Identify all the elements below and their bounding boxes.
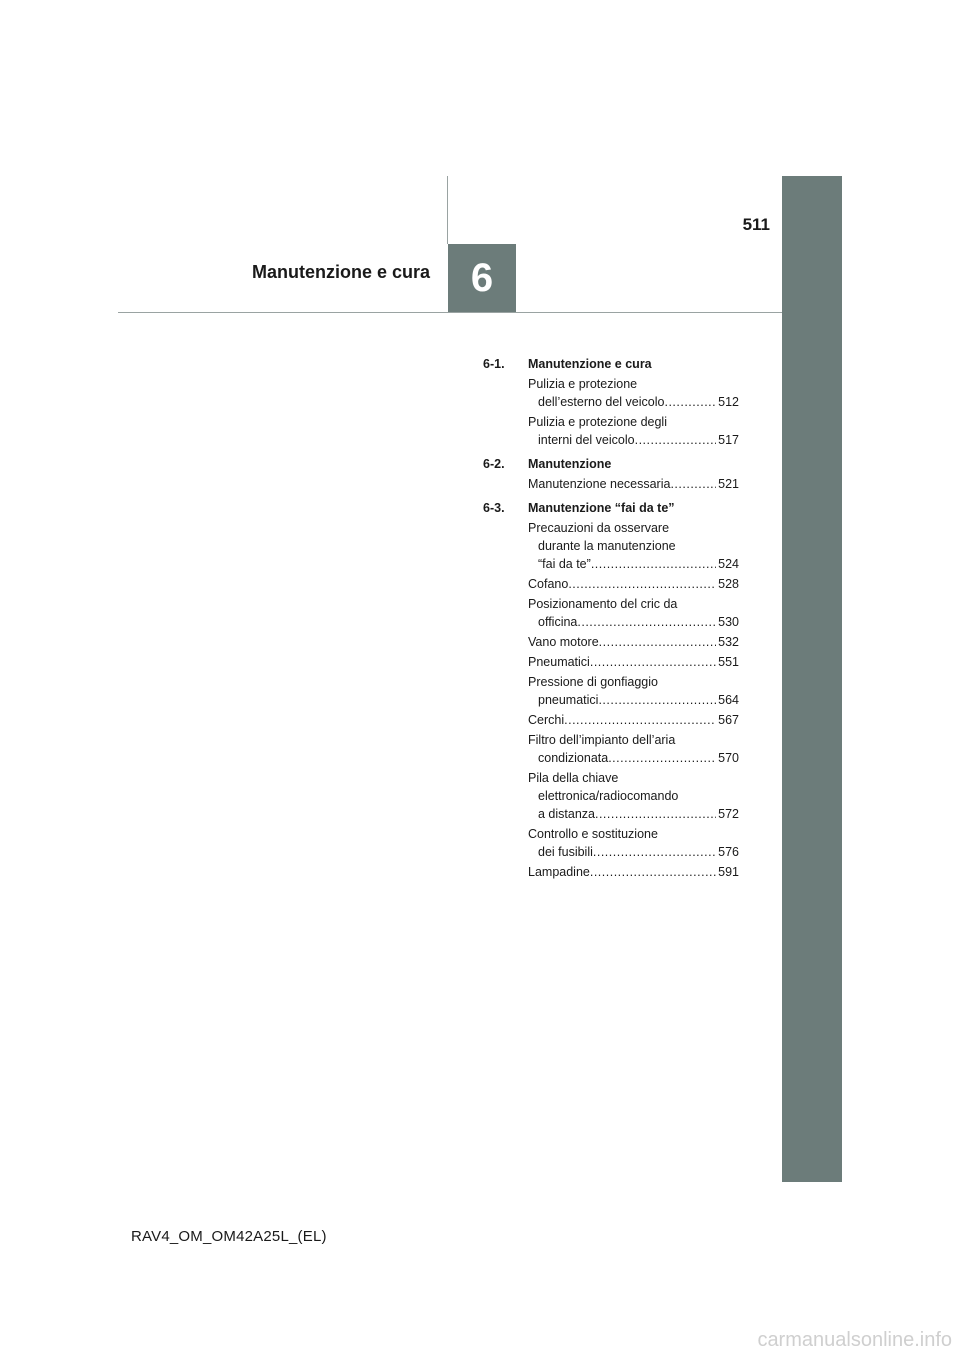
toc-dot-leader (568, 575, 716, 593)
watermark: carmanualsonline.info (757, 1329, 952, 1351)
toc-dot-leader (598, 691, 716, 709)
header-vertical-rule (447, 176, 448, 244)
toc-entry-text: pneumatici (538, 693, 599, 707)
toc-entry-text: officina (538, 615, 578, 629)
chapter-number: 6 (470, 255, 494, 300)
toc-entry-text: “fai da te” (538, 557, 591, 571)
toc-entry-last-line (528, 691, 739, 709)
toc-entry-text: Filtro dell’impianto dell’aria (528, 733, 676, 747)
toc-dot-leader (670, 475, 716, 493)
toc-entry[interactable] (528, 653, 739, 671)
header-horizontal-rule (118, 312, 782, 313)
toc-entry-text: durante la manutenzione (538, 539, 676, 553)
toc-entry[interactable] (528, 825, 739, 861)
toc-entry-last-line (528, 575, 739, 593)
toc-entry-last-line (528, 863, 739, 881)
toc-entry-last-line (528, 393, 739, 411)
toc-entry-last-line (528, 475, 739, 493)
document-code: RAV4_OM_OM42A25L_(EL) (131, 1228, 327, 1245)
toc-entry-text: Pulizia e protezione degli (528, 415, 667, 429)
toc-dot-leader (590, 653, 716, 671)
toc-entry-last-line (528, 431, 739, 449)
toc-page-number: 576 (718, 845, 739, 859)
toc-entry-last-line (528, 711, 739, 729)
toc-dot-leader (577, 613, 716, 631)
toc-entry-text: dell’esterno del veicolo (538, 395, 665, 409)
toc-section-heading (483, 355, 739, 373)
toc-dot-leader (595, 805, 716, 823)
toc-section-number: 6-2. (483, 457, 505, 471)
toc-entry-text: Cofano (528, 577, 569, 591)
toc-page-number: 521 (718, 477, 739, 491)
toc-dot-leader (591, 555, 716, 573)
toc-page-number: 567 (718, 713, 739, 727)
toc-entry-text: Pneumatici (528, 655, 590, 669)
toc-entry-text: Pulizia e protezione (528, 377, 638, 391)
toc-entry[interactable] (528, 673, 739, 709)
toc-page-number: 528 (718, 577, 739, 591)
toc-entry-last-line (528, 843, 739, 861)
toc-section-title: Manutenzione e cura (528, 357, 652, 371)
toc-page-number: 564 (718, 693, 739, 707)
toc-dot-leader (664, 393, 716, 411)
toc-page-number: 570 (718, 751, 739, 765)
toc-entry-text: Pressione di gonfiaggio (528, 675, 658, 689)
table-of-contents (483, 355, 739, 887)
toc-entry-text: Pila della chiave (528, 771, 619, 785)
toc-entry[interactable] (528, 731, 739, 767)
toc-entry-last-line (528, 633, 739, 651)
toc-entry[interactable] (528, 575, 739, 593)
toc-entry-last-line (528, 555, 739, 573)
toc-entry-text: Controllo e sostituzione (528, 827, 658, 841)
toc-section-title: Manutenzione “fai da te” (528, 501, 675, 515)
toc-entry-text: a distanza (538, 807, 595, 821)
toc-page-number: 532 (718, 635, 739, 649)
toc-page-number: 591 (718, 865, 739, 879)
toc-dot-leader (608, 749, 716, 767)
toc-entry-text: Posizionamento del cric da (528, 597, 678, 611)
toc-entry-text: condizionata (538, 751, 609, 765)
toc-page-number: 551 (718, 655, 739, 669)
toc-page-number: 572 (718, 807, 739, 821)
toc-entry[interactable] (528, 413, 739, 449)
side-tab-bar (782, 176, 842, 1182)
toc-entry-text: elettronica/radiocomando (538, 789, 679, 803)
toc-page-number: 524 (718, 557, 739, 571)
toc-section-title: Manutenzione (528, 457, 612, 471)
toc-entry[interactable] (528, 595, 739, 631)
toc-entry[interactable] (528, 863, 739, 881)
toc-entry[interactable] (528, 519, 739, 573)
toc-entry-last-line (528, 653, 739, 671)
toc-entry-text: Cerchi (528, 713, 565, 727)
toc-entry-last-line (528, 613, 739, 631)
toc-entry[interactable] (528, 475, 739, 493)
toc-entry-text: Manutenzione necessaria (528, 477, 671, 491)
toc-section-heading (483, 499, 739, 517)
toc-section-heading (483, 455, 739, 473)
toc-entry-text: dei fusibili (538, 845, 593, 859)
toc-page-number: 530 (718, 615, 739, 629)
toc-dot-leader (635, 431, 717, 449)
toc-page-number: 517 (718, 433, 739, 447)
toc-entry-last-line (528, 805, 739, 823)
toc-entry-last-line (528, 749, 739, 767)
toc-entry-text: Vano motore (528, 635, 599, 649)
toc-section (483, 355, 739, 449)
toc-dot-leader (590, 863, 716, 881)
chapter-title: Manutenzione e cura (251, 262, 430, 282)
toc-section-number: 6-1. (483, 357, 505, 371)
page-number: 511 (742, 215, 770, 234)
toc-entry[interactable] (528, 769, 739, 823)
toc-dot-leader (564, 711, 716, 729)
toc-entry-text: Precauzioni da osservare (528, 521, 670, 535)
toc-entry[interactable] (528, 375, 739, 411)
toc-section (483, 499, 739, 881)
toc-entry-text: interni del veicolo (538, 433, 635, 447)
toc-page-number: 512 (718, 395, 739, 409)
toc-entry[interactable] (528, 633, 739, 651)
toc-entry[interactable] (528, 711, 739, 729)
toc-section-number: 6-3. (483, 501, 505, 515)
toc-section (483, 455, 739, 493)
chapter-number-box (448, 244, 516, 312)
toc-dot-leader (593, 843, 716, 861)
toc-dot-leader (599, 633, 716, 651)
toc-entry-text: Lampadine (528, 865, 590, 879)
